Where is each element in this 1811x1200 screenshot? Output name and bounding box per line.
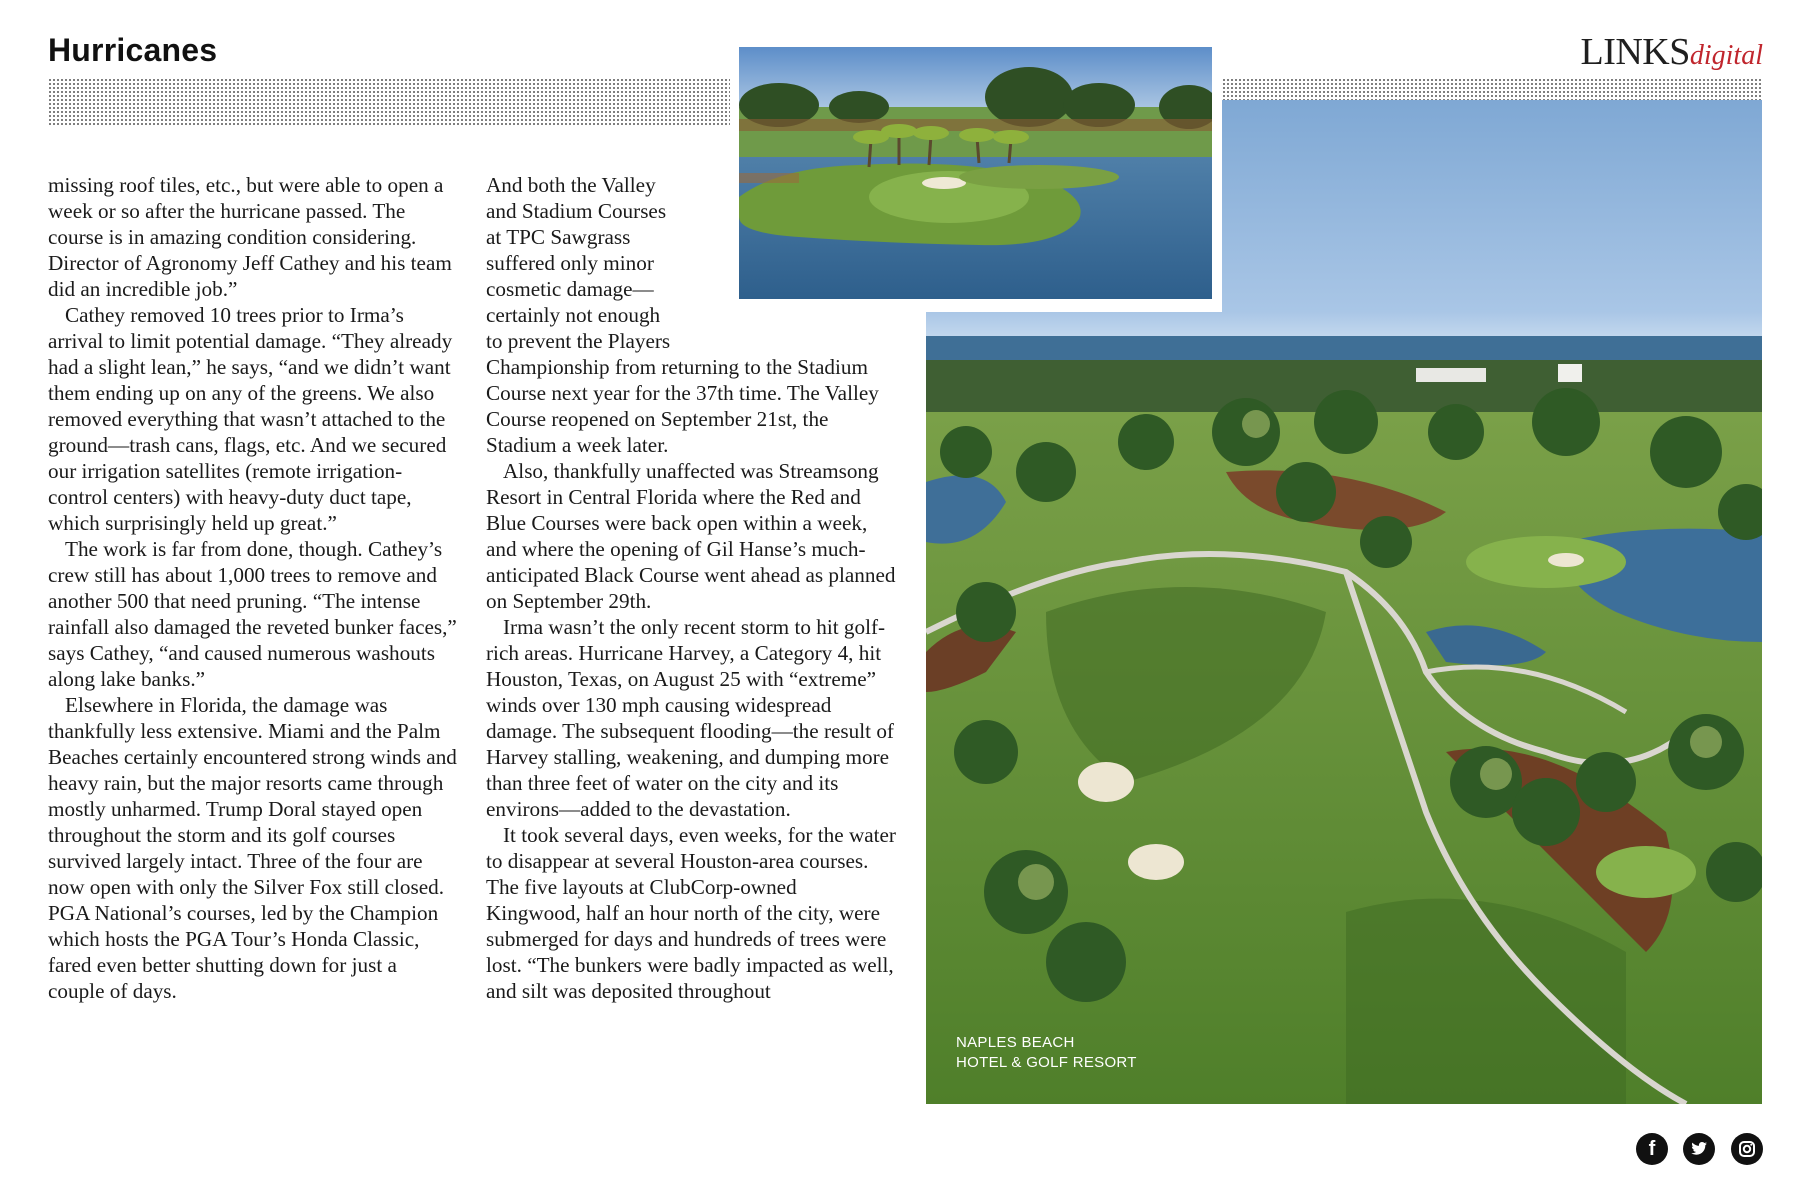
paragraph: Cathey removed 10 trees prior to Irma’s arrival to limit potential damage. “They already had a slight lean,” he says, “and we didn’t want them ending up on any of the greens. We also removed everything that wasn’t attached to the ground—trash cans, flags, etc. And we secured our irrigation satellites (remote irrigation-control centers) with heavy-duty duct tape, which surprisingly held up great.” <box>48 303 453 535</box>
text-line: And both the Valley <box>486 173 656 197</box>
paragraph: The work is far from done, though. Cathey’s crew still has about 1,000 trees to remove and another 500 that need pruning. “The intense rainfall also damaged the reveted bunker faces,” says Cathey, “and caused numerous washouts along lake banks.” <box>48 537 457 691</box>
camera-icon <box>1738 1140 1756 1158</box>
paragraph: Also, thankfully unaffected was Streamsong Resort in Central Florida where the Red and Blue Courses were back open within a week, and where the opening of Gil Hanse’s much-anticipated Black Course went ahead as planned on September 29th. <box>486 459 896 613</box>
logo[interactable] <box>1580 30 1763 74</box>
bird-icon <box>1690 1141 1708 1157</box>
logo-brand: LINKS <box>1580 31 1690 73</box>
paragraph: Championship from returning to the Stadium Course next year for the 37th time. The Valley Course reopened on September 21st, the Stadium a week later. <box>486 355 879 457</box>
logo-suffix: digital <box>1689 40 1763 71</box>
caption-line: HOTEL & GOLF RESORT <box>956 1054 1137 1071</box>
text-line: certainly not enough <box>486 303 661 327</box>
paragraph: missing roof tiles, etc., but were able to open a week or so after the hurricane passed. The course is in amazing condition considering. Director of Agronomy Jeff Cathey and his team did an incredible job.” <box>48 173 452 301</box>
facebook-icon[interactable] <box>1636 1133 1668 1165</box>
section-title: Hurricanes <box>48 32 218 68</box>
text-line: and Stadium Courses <box>486 199 667 223</box>
paragraph: Elsewhere in Florida, the damage was thankfully less extensive. Miami and the Palm Beaches certainly encountered strong winds and heavy rain, but the major resorts came through mostly unharmed. Trump Doral stayed open throughout the storm and its golf courses survived largely intact. Three of the four are now open with only the Silver Fox still closed. PGA National’s courses, led by the Champion which hosts the PGA Tour’s Honda Classic, fared even better shutting down for just a couple of days. <box>48 693 457 1003</box>
twitter-icon[interactable] <box>1683 1133 1715 1165</box>
instagram-icon[interactable] <box>1731 1133 1763 1165</box>
text-line: to prevent the Players <box>486 329 671 353</box>
aerial-photo-sky <box>1222 100 1762 312</box>
dotted-rule-left <box>48 78 730 126</box>
aerial-golf-course-photo <box>926 312 1762 1104</box>
paragraph: Irma wasn’t the only recent storm to hit golf-rich areas. Hurricane Harvey, a Category 4, hit Houston, Texas, on August 25 with “extreme” winds over 130 mph causing widespread damage. The subsequent flooding—the result of Harvey stalling, weakening, and dumping more than three feet of water on the city and its environs—added to the devastation. <box>486 615 894 821</box>
island-green-photo <box>739 47 1212 299</box>
dotted-rule-right <box>1222 78 1762 100</box>
caption-line: NAPLES BEACH <box>956 1034 1075 1051</box>
paragraph: It took several days, even weeks, for the water to disappear at several Houston-area courses. The five layouts at ClubCorp-owned Kingwood, half an hour north of the city, were submerged for days and hundreds of trees were lost. “The bunkers were badly impacted as well, and silt was deposited throughout <box>486 823 896 1003</box>
article-column-1 <box>48 172 458 1004</box>
text-line: at TPC Sawgrass <box>486 225 631 249</box>
photo-caption <box>956 1033 1137 1073</box>
text-line: cosmetic damage— <box>486 277 654 301</box>
facebook-glyph: f <box>1648 1137 1656 1160</box>
wrapped-paragraph-start <box>486 172 706 354</box>
text-line: suffered only minor <box>486 251 654 275</box>
